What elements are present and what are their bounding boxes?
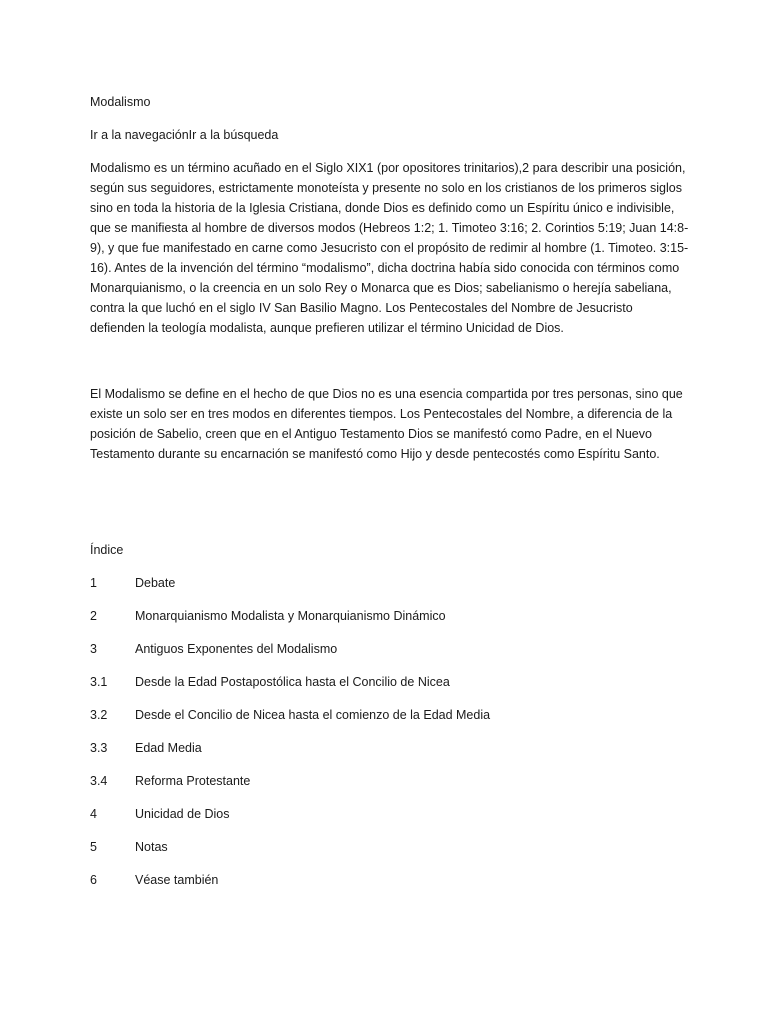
toc-item-label: Monarquianismo Modalista y Monarquianismo Dinámico	[135, 609, 446, 623]
toc-item-number: 4	[90, 807, 97, 821]
toc-item-label: Desde el Concilio de Nicea hasta el comienzo de la Edad Media	[135, 708, 491, 722]
document-page	[90, 92, 690, 903]
toc-item-label: Unicidad de Dios	[135, 807, 230, 821]
toc-heading: Índice	[90, 543, 124, 557]
toc-item-number: 3.3	[90, 741, 108, 755]
toc-item-number: 3	[90, 642, 97, 656]
toc-item-label: Reforma Protestante	[135, 774, 251, 788]
toc-item-label: Notas	[135, 840, 168, 854]
toc-item-label: Antiguos Exponentes del Modalismo	[135, 642, 338, 656]
toc-item	[90, 573, 690, 593]
toc-item	[90, 771, 690, 791]
toc-item-label: Edad Media	[135, 741, 202, 755]
toc-item	[90, 705, 690, 725]
toc-item-label: Desde la Edad Postapostólica hasta el Concilio de Nicea	[135, 675, 450, 689]
document-title: Modalismo	[90, 95, 151, 109]
toc-item-number: 1	[90, 576, 97, 590]
toc-item-number: 3.1	[90, 675, 108, 689]
toc-item	[90, 639, 690, 659]
toc-item	[90, 804, 690, 824]
toc-item-number: 6	[90, 873, 97, 887]
toc-item-label: Véase también	[135, 873, 219, 887]
toc-item	[90, 738, 690, 758]
toc-item-label: Debate	[135, 576, 176, 590]
toc-item-number: 2	[90, 609, 97, 623]
table-of-contents	[90, 573, 690, 890]
navigation-links-text: Ir a la navegaciónIr a la búsqueda	[90, 128, 279, 142]
toc-item-number: 5	[90, 840, 97, 854]
toc-item	[90, 870, 690, 890]
toc-item-number: 3.2	[90, 708, 108, 722]
body-paragraph-1: Modalismo es un término acuñado en el Siglo XIX1 (por opositores trinitarios),2 para describir una posición, según sus seguidores, estrictamente monoteísta y presente no solo en los cristianos de los primeros siglos sino en toda la historia de la Iglesia Cristiana, donde Dios es definido como un Espíritu único e indivisible, que se manifiesta al hombre de diversos modos (Hebreos 1:2; 1. Timoteo 3:16; 2. Corintios 5:19; Juan 14:8-9), y que fue manifestado en carne como Jesucristo con el propósito de redimir al hombre (1. Timoteo. 3:15-16). Antes de la invención del término “modalismo”, dicha doctrina había sido conocida con términos como Monarquianismo, o la creencia en un solo Rey o Monarca que es Dios; sabelianismo o herejía sabeliana, contra la que luchó en el siglo IV San Basilio Magno. Los Pentecostales del Nombre de Jesucristo defienden la teología modalista, aunque prefieren utilizar el término Unicidad de Dios.	[90, 161, 689, 335]
toc-item	[90, 837, 690, 857]
toc-item-number: 3.4	[90, 774, 108, 788]
body-paragraph-2: El Modalismo se define en el hecho de que Dios no es una esencia compartida por tres personas, sino que existe un solo ser en tres modos en diferentes tiempos. Los Pentecostales del Nombre, a diferencia de la posición de Sabelio, creen que en el Antiguo Testamento Dios se manifestó como Padre, en el Nuevo Testamento durante su encarnación se manifestó como Hijo y desde pentecostés como Espíritu Santo.	[90, 387, 683, 461]
toc-item	[90, 672, 690, 692]
toc-item	[90, 606, 690, 626]
